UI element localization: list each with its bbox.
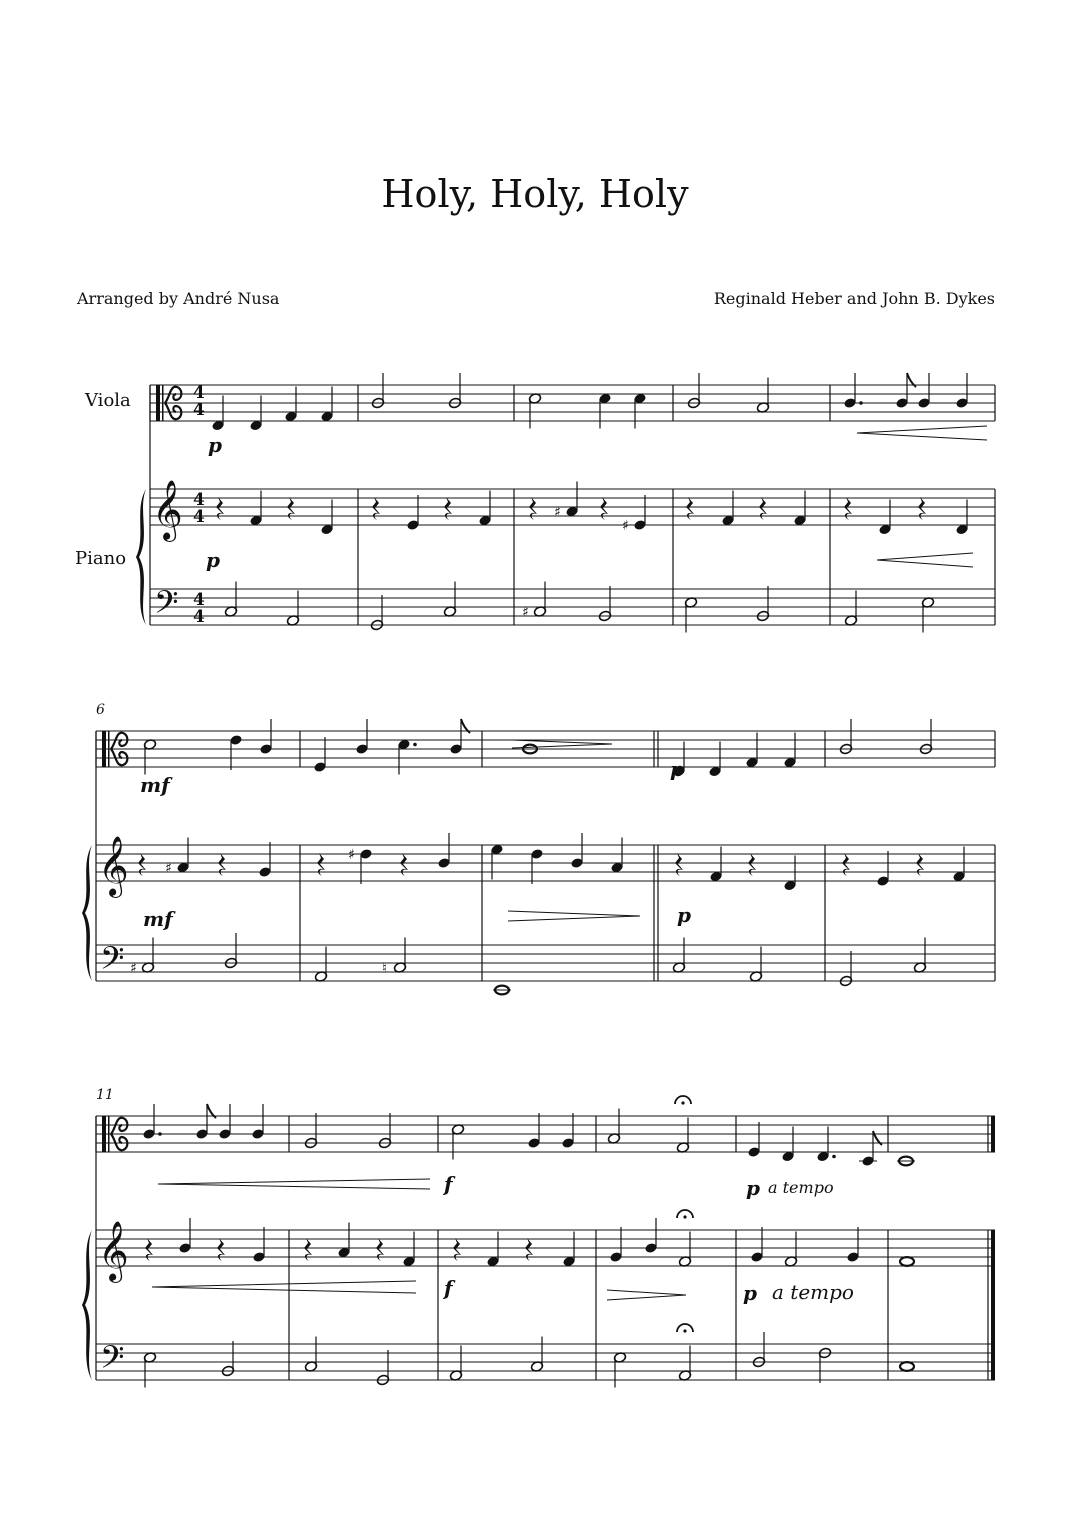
time-signature-lower: 4 (193, 607, 205, 627)
alto-clef-icon (165, 403, 181, 419)
quarter-rest (372, 497, 380, 520)
whole-note (900, 1362, 914, 1371)
quarter-rest (217, 1238, 225, 1261)
score-title: Holy, Holy, Holy (381, 172, 689, 216)
quarter-rest (138, 853, 146, 876)
quarter-rest (444, 497, 452, 520)
brace-icon (82, 1230, 92, 1380)
dynamic-p-piano-1: p (206, 548, 220, 572)
quarter-rest (759, 497, 767, 520)
quarter-rest (748, 853, 756, 876)
a-tempo-viola: a tempo (768, 1178, 834, 1197)
time-signature-lower: 4 (193, 507, 205, 527)
dot (413, 743, 417, 747)
quarter-rest (376, 1238, 384, 1261)
crescendo-hairpin (158, 1179, 430, 1189)
alto-clef-icon (102, 1116, 106, 1152)
alto-clef-icon (162, 385, 164, 421)
alto-clef-icon (156, 385, 160, 421)
alto-clef-icon (108, 1116, 110, 1152)
dynamic-mf-viola-2: mf (140, 773, 170, 797)
sharp-icon: ♯ (348, 847, 355, 863)
alto-clef-icon (111, 733, 127, 749)
quarter-rest (842, 853, 850, 876)
time-signature-upper: 4 (193, 590, 205, 610)
quarter-rest (218, 853, 226, 876)
crescendo-hairpin (857, 426, 987, 440)
time-signature-upper: 4 (193, 383, 205, 403)
measure-number-6: 6 (96, 702, 105, 718)
treble-clef-icon: 𝄞 (98, 836, 129, 896)
sharp-icon: ♯ (554, 504, 561, 521)
viola-label: Viola (85, 390, 131, 411)
arranger-credit: Arranged by André Nusa (77, 289, 280, 308)
final-barline (991, 1230, 995, 1380)
sharp-icon: ♯ (130, 960, 137, 977)
dynamic-p-piano-2: p (677, 903, 691, 927)
dynamic-f-piano-3: f (444, 1276, 453, 1300)
quarter-rest (916, 853, 924, 876)
quarter-rest (675, 853, 683, 876)
diminuendo-hairpin (607, 1290, 686, 1300)
bass-clef-icon: 𝄢 (100, 940, 125, 984)
quarter-rest (844, 497, 852, 520)
quarter-rest (400, 853, 408, 876)
fermata-icon (683, 1329, 686, 1332)
fermata-icon (683, 1215, 686, 1218)
quarter-rest (216, 497, 224, 520)
piano-label: Piano (75, 548, 127, 569)
whole-note (900, 1257, 914, 1266)
natural-icon: ♮ (382, 960, 388, 977)
crescendo-hairpin (152, 1281, 416, 1293)
sharp-icon: ♯ (522, 604, 529, 621)
measure-number-11: 11 (96, 1087, 114, 1103)
quarter-rest (529, 497, 537, 520)
bass-clef-icon: 𝄢 (154, 584, 179, 628)
brace-icon (82, 845, 92, 981)
alto-clef-icon (108, 731, 110, 767)
quarter-rest (317, 853, 325, 876)
dynamic-p-viola-3: p (746, 1176, 760, 1200)
dot (832, 1155, 836, 1159)
quarter-rest (453, 1238, 461, 1261)
final-barline (991, 1116, 995, 1152)
quarter-rest (686, 497, 694, 520)
barlines (96, 385, 995, 1380)
quarter-rest (287, 497, 295, 520)
alto-clef-icon (111, 1134, 127, 1150)
quarter-rest (600, 497, 608, 520)
treble-clef-icon: 𝄞 (152, 480, 183, 540)
quarter-rest (525, 1238, 533, 1261)
brace-icon (136, 489, 146, 625)
time-signature-upper: 4 (193, 490, 205, 510)
sharp-icon: ♯ (165, 860, 172, 877)
dot (859, 401, 863, 405)
diminuendo-hairpin (508, 911, 640, 921)
time-signature-lower: 4 (193, 400, 205, 420)
crescendo-hairpin (877, 553, 973, 567)
time-signature-viola (193, 383, 205, 420)
a-tempo-piano: a tempo (772, 1280, 854, 1304)
quarter-rest (918, 497, 926, 520)
time-signature-treble (193, 490, 205, 527)
dynamic-f-viola-3: f (444, 1172, 453, 1196)
staff-lines (96, 385, 995, 1380)
alto-clef-icon (165, 387, 181, 403)
treble-clef-icon: 𝄞 (98, 1221, 129, 1281)
composer-credit: Reginald Heber and John B. Dykes (713, 289, 995, 308)
dynamic-p-viola-1: p (208, 433, 222, 457)
quarter-rest (145, 1238, 153, 1261)
quarter-rest (304, 1238, 312, 1261)
alto-clef-icon (102, 731, 106, 767)
dynamic-p-viola-2: p (670, 757, 684, 781)
dynamic-mf-piano-2: mf (143, 907, 173, 931)
dot (158, 1132, 162, 1136)
sharp-icon: ♯ (622, 518, 629, 534)
alto-clef-icon (111, 1118, 127, 1134)
fermata-icon (681, 1101, 684, 1104)
dynamic-p-piano-3: p (743, 1281, 757, 1305)
time-signature-bass (193, 590, 205, 627)
bass-clef-icon: 𝄢 (100, 1339, 125, 1383)
alto-clef-icon (111, 749, 127, 765)
